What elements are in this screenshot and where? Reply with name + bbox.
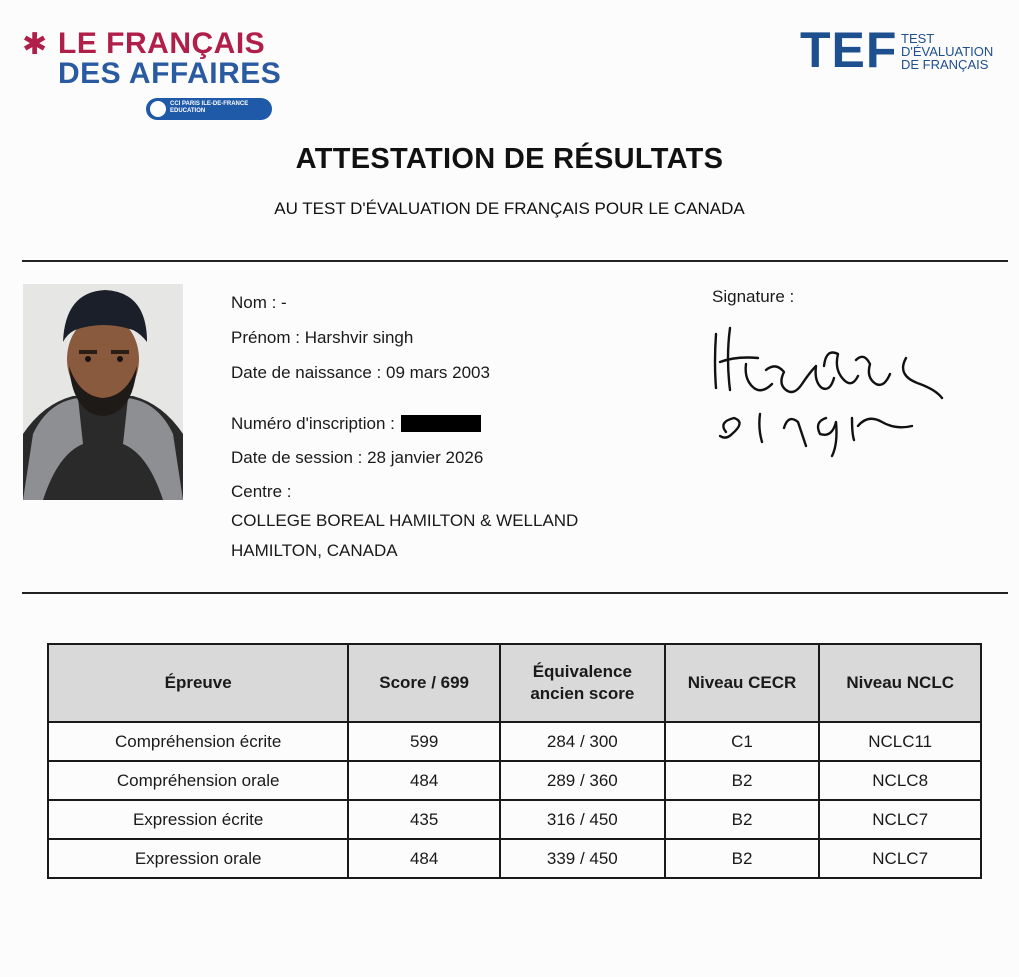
cell-epreuve: Expression écrite xyxy=(48,800,348,839)
tef-line-3: DE FRANÇAIS xyxy=(901,57,989,72)
candidate-date-session: Date de session : 28 janvier 2026 xyxy=(231,448,484,467)
header-equivalence xyxy=(500,644,665,722)
document-title: ATTESTATION DE RÉSULTATS xyxy=(295,143,724,175)
logo-le-francais-des-affaires xyxy=(22,28,282,128)
cell-cecr: B2 xyxy=(665,800,820,839)
document-subtitle: AU TEST D'ÉVALUATION DE FRANÇAIS POUR LE CANADA xyxy=(274,199,745,218)
cell-equivalence: 284 / 300 xyxy=(500,722,665,761)
cell-score: 484 xyxy=(348,761,500,800)
header-cecr: Niveau CECR xyxy=(665,644,820,722)
centre-line-1: COLLEGE BOREAL HAMILTON & WELLAND xyxy=(231,511,579,530)
table-row xyxy=(48,800,981,839)
header-nclc: Niveau NCLC xyxy=(819,644,981,722)
cci-badge-line-1: CCI PARIS ILE-DE-FRANCE xyxy=(170,101,249,107)
table-row xyxy=(48,722,981,761)
cell-cecr: C1 xyxy=(665,722,820,761)
cell-cecr: B2 xyxy=(665,839,820,878)
cell-nclc: NCLC7 xyxy=(819,839,981,878)
cell-score: 599 xyxy=(348,722,500,761)
centre-line-2: HAMILTON, CANADA xyxy=(231,541,398,560)
cell-equivalence: 289 / 360 xyxy=(500,761,665,800)
portrait-image xyxy=(23,284,183,500)
cell-epreuve: Compréhension écrite xyxy=(48,722,348,761)
middle-divider xyxy=(22,592,1008,594)
tef-line-1: TEST xyxy=(901,31,935,46)
cell-nclc: NCLC11 xyxy=(819,722,981,761)
logo-line-2: DES AFFAIRES xyxy=(58,57,282,90)
candidate-inscription xyxy=(231,414,481,434)
cell-nclc: NCLC7 xyxy=(819,800,981,839)
cci-logo-icon xyxy=(150,101,166,117)
tef-acronym: TEF xyxy=(800,22,898,78)
inscription-label: Numéro d'inscription : xyxy=(231,414,395,433)
top-divider xyxy=(22,260,1008,262)
candidate-nom: Nom : - xyxy=(231,293,287,312)
table-row xyxy=(48,761,981,800)
table-row xyxy=(48,839,981,878)
centre-label: Centre : xyxy=(231,482,292,501)
cell-cecr: B2 xyxy=(665,761,820,800)
logo-line-1: LE FRANÇAIS xyxy=(58,27,266,60)
redacted-inscription-number xyxy=(401,415,481,432)
signature-image xyxy=(706,318,966,468)
cell-equivalence: 339 / 450 xyxy=(500,839,665,878)
header-epreuve: Épreuve xyxy=(48,644,348,722)
cell-epreuve: Compréhension orale xyxy=(48,761,348,800)
logo-tef xyxy=(800,22,1010,78)
signature-label: Signature : xyxy=(712,287,795,306)
header-score: Score / 699 xyxy=(348,644,500,722)
cell-equivalence: 316 / 450 xyxy=(500,800,665,839)
candidate-photo xyxy=(23,284,183,500)
candidate-prenom: Prénom : Harshvir singh xyxy=(231,328,414,347)
header-equivalence-line-2: ancien score xyxy=(530,684,635,703)
header-equivalence-line-1: Équivalence xyxy=(532,662,632,681)
cci-badge-line-2: EDUCATION xyxy=(170,108,206,114)
cci-badge xyxy=(146,98,272,120)
candidate-date-naissance: Date de naissance : 09 mars 2003 xyxy=(231,363,490,382)
cell-epreuve: Expression orale xyxy=(48,839,348,878)
results-table xyxy=(47,643,982,879)
tef-line-2: D'ÉVALUATION xyxy=(901,44,994,59)
table-header-row xyxy=(48,644,981,722)
cell-nclc: NCLC8 xyxy=(819,761,981,800)
asterisk-icon: ✱ xyxy=(22,28,48,61)
cell-score: 484 xyxy=(348,839,500,878)
cell-score: 435 xyxy=(348,800,500,839)
